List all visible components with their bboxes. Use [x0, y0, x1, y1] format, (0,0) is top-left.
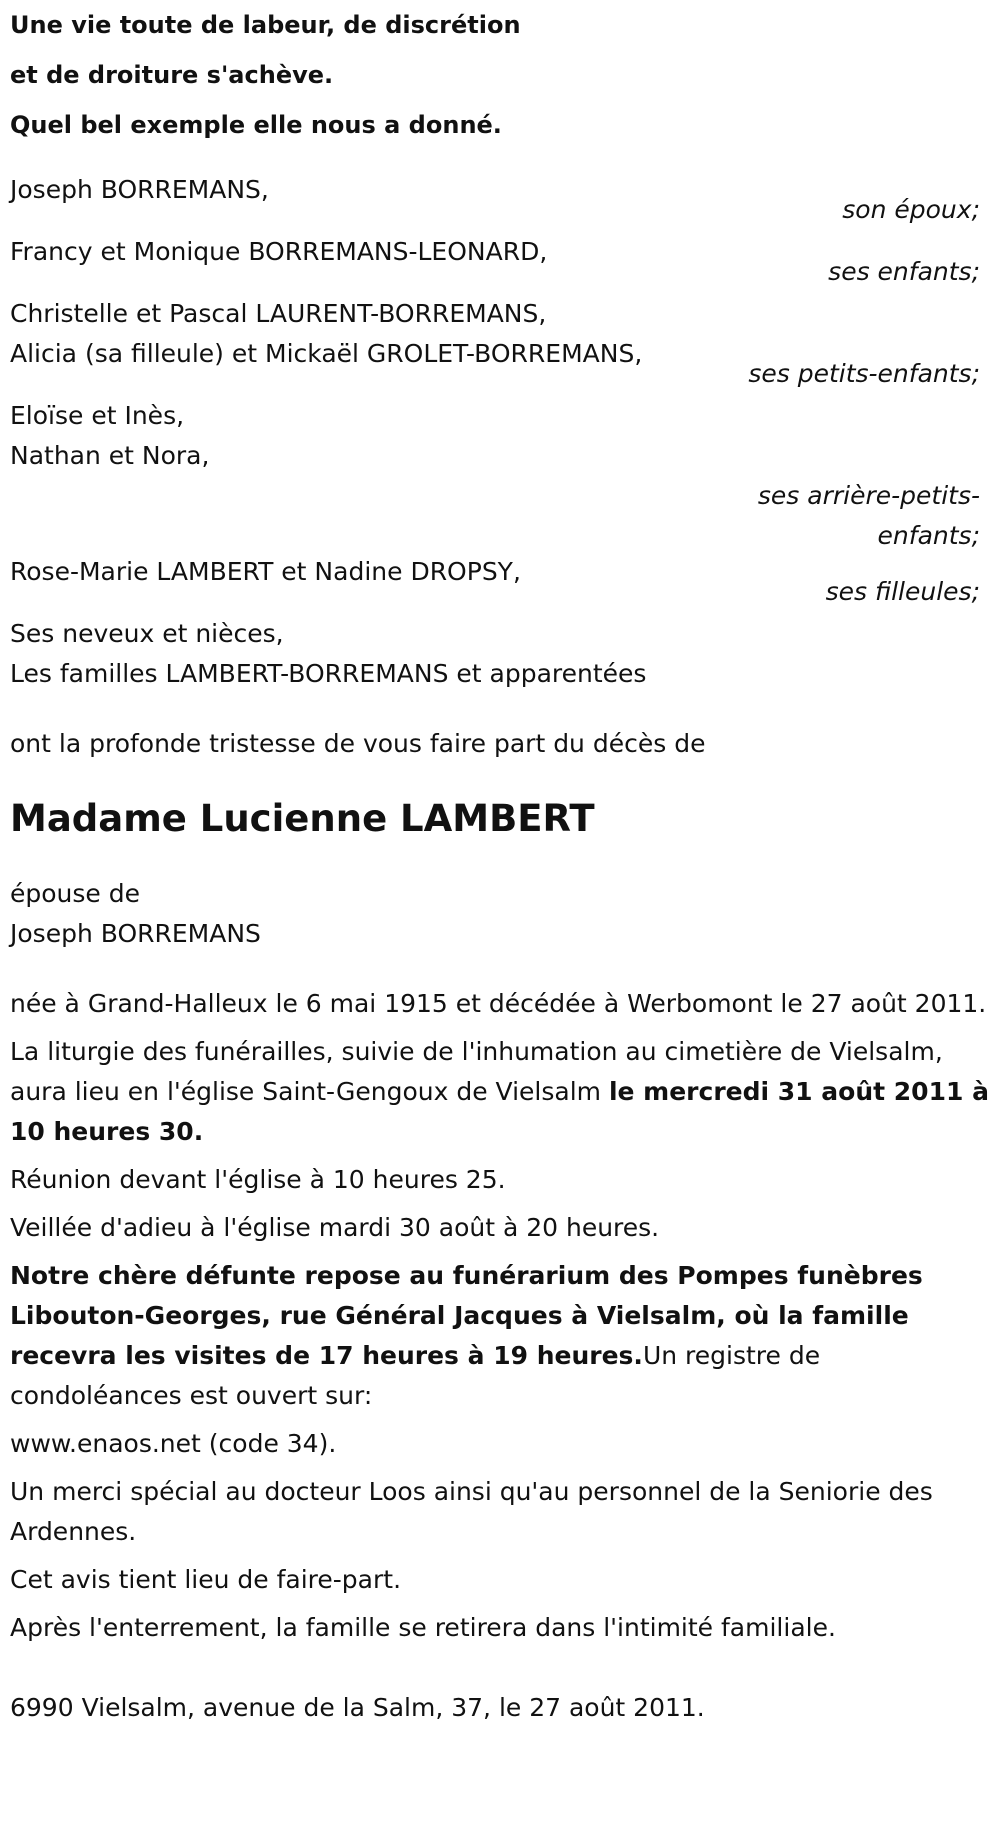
- after-burial: Après l'enterrement, la famille se retirera dans l'intimité familiale.: [10, 1613, 836, 1642]
- family-group-children: [10, 232, 990, 292]
- family-group-grandchildren: [10, 294, 990, 394]
- meeting: Réunion devant l'église à 10 heures 25.: [10, 1165, 506, 1194]
- family-names: Les familles LAMBERT-BORREMANS et apparentées: [10, 659, 647, 688]
- register-text: Un registre de condoléances est ouvert sur:: [10, 1341, 821, 1410]
- family-names: Eloïse et Inès,: [10, 401, 185, 430]
- family-group-others: [10, 614, 990, 694]
- family-group-goddaughters: [10, 552, 990, 612]
- family-group-great-grandchildren: [10, 396, 990, 556]
- family-role: son époux;: [842, 195, 980, 224]
- birth-death: née à Grand-Halleux le 6 mai 1915 et décédée à Werbomont le 27 août 2011.: [10, 989, 987, 1018]
- spouse-line: épouse de: [10, 879, 140, 908]
- family-role: ses enfants;: [828, 257, 980, 286]
- family-names: Rose-Marie LAMBERT et Nadine DROPSY,: [10, 557, 521, 586]
- family-role: ses filleules;: [825, 577, 980, 606]
- family-names: Alicia (sa filleule) et Mickaël GROLET-BORREMANS,: [10, 339, 643, 368]
- family-names: Ses neveux et nièces,: [10, 619, 284, 648]
- announcement: ont la profonde tristesse de vous faire part du décès de: [10, 729, 706, 758]
- family-group-spouse: [10, 170, 990, 230]
- vigil: Veillée d'adieu à l'église mardi 30 août à 20 heures.: [10, 1213, 660, 1242]
- funeral-home: [10, 1256, 990, 1416]
- deceased-name: Madame Lucienne LAMBERT: [10, 797, 595, 840]
- family-names: Francy et Monique BORREMANS-LEONARD,: [10, 237, 548, 266]
- thanks: Un merci spécial au docteur Loos ainsi qu'au personnel de la Seniorie des Ardennes.: [10, 1477, 933, 1546]
- family-role: ses petits-enfants;: [748, 359, 980, 388]
- liturgy-date: le mercredi 31 août 2011 à 10 heures 30.: [10, 1077, 989, 1146]
- family-names: Joseph BORREMANS,: [10, 175, 269, 204]
- spouse-info: [10, 874, 990, 954]
- opening-quote: [10, 0, 990, 150]
- footer: 6990 Vielsalm, avenue de la Salm, 37, le 27 août 2011.: [10, 1693, 705, 1722]
- family-list: [10, 170, 990, 694]
- funeral-home-bold: Notre chère défunte repose au funérarium des Pompes funèbres Libouton-Georges, rue Général Jacques à Vielsalm, où la famille recevra les visites de 17 heures à 19 heures.: [10, 1261, 923, 1370]
- spouse-line: Joseph BORREMANS: [10, 919, 261, 948]
- liturgy: [10, 1032, 990, 1152]
- quote-line: Une vie toute de labeur, de discrétion: [10, 11, 521, 39]
- website: www.enaos.net (code 34).: [10, 1429, 337, 1458]
- quote-line: et de droiture s'achève.: [10, 61, 334, 89]
- family-names: Christelle et Pascal LAURENT-BORREMANS,: [10, 299, 547, 328]
- liturgy-text: La liturgie des funérailles, suivie de l'inhumation au cimetière de Vielsalm, aura lieu en l'église Saint-Gengoux de Vielsalm: [10, 1037, 943, 1106]
- family-names: Nathan et Nora,: [10, 441, 210, 470]
- notice: Cet avis tient lieu de faire-part.: [10, 1565, 402, 1594]
- quote-line: Quel bel exemple elle nous a donné.: [10, 111, 502, 139]
- family-role: enfants;: [877, 521, 980, 550]
- family-role: ses arrière-petits-: [757, 481, 980, 510]
